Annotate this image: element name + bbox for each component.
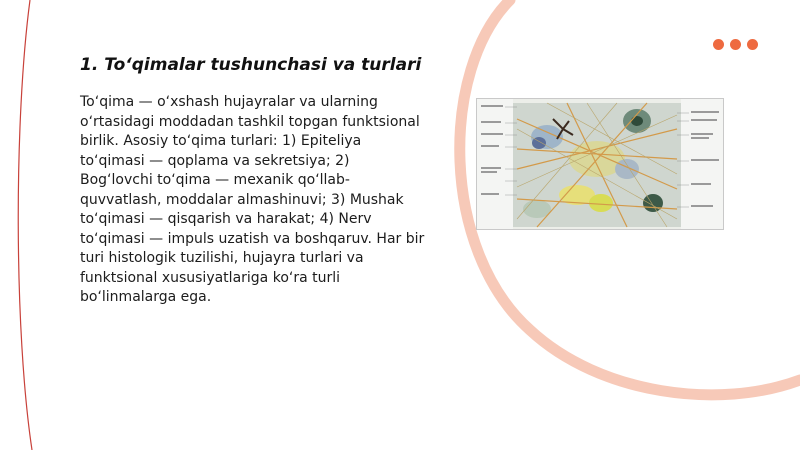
dot-icon bbox=[747, 39, 758, 50]
slide-body-text: To‘qima — o‘xshash hujayralar va ularning o‘rtasidagi moddadan tashkil topgan funktsional birlik. Asosiy to‘qima turlari: 1) Epiteliya to‘qimasi — qoplama va sekretsiya; 2) Bog‘lovchi to‘qima — mexanik qo‘llab-quvvatlash, moddalar almashinuvi; 3) Mushak to‘qimasi — qisqarish va harakat; 4) Nerv to‘qimasi — impuls uzatish va boshqaruv. Har bir turi histologik tuzilishi, hujayra turlari va funktsional xususiyatlariga ko‘ra turli bo‘linmalarga ega. bbox=[80, 94, 425, 305]
left-edge-curve bbox=[18, 0, 32, 450]
slide-title: 1. To‘qimalar tushunchasi va turlari bbox=[80, 55, 422, 75]
decorative-dots bbox=[713, 39, 758, 50]
dot-icon bbox=[730, 39, 741, 50]
dot-icon bbox=[713, 39, 724, 50]
tissue-illustration bbox=[476, 98, 724, 230]
tissue-diagram-image bbox=[477, 99, 724, 230]
